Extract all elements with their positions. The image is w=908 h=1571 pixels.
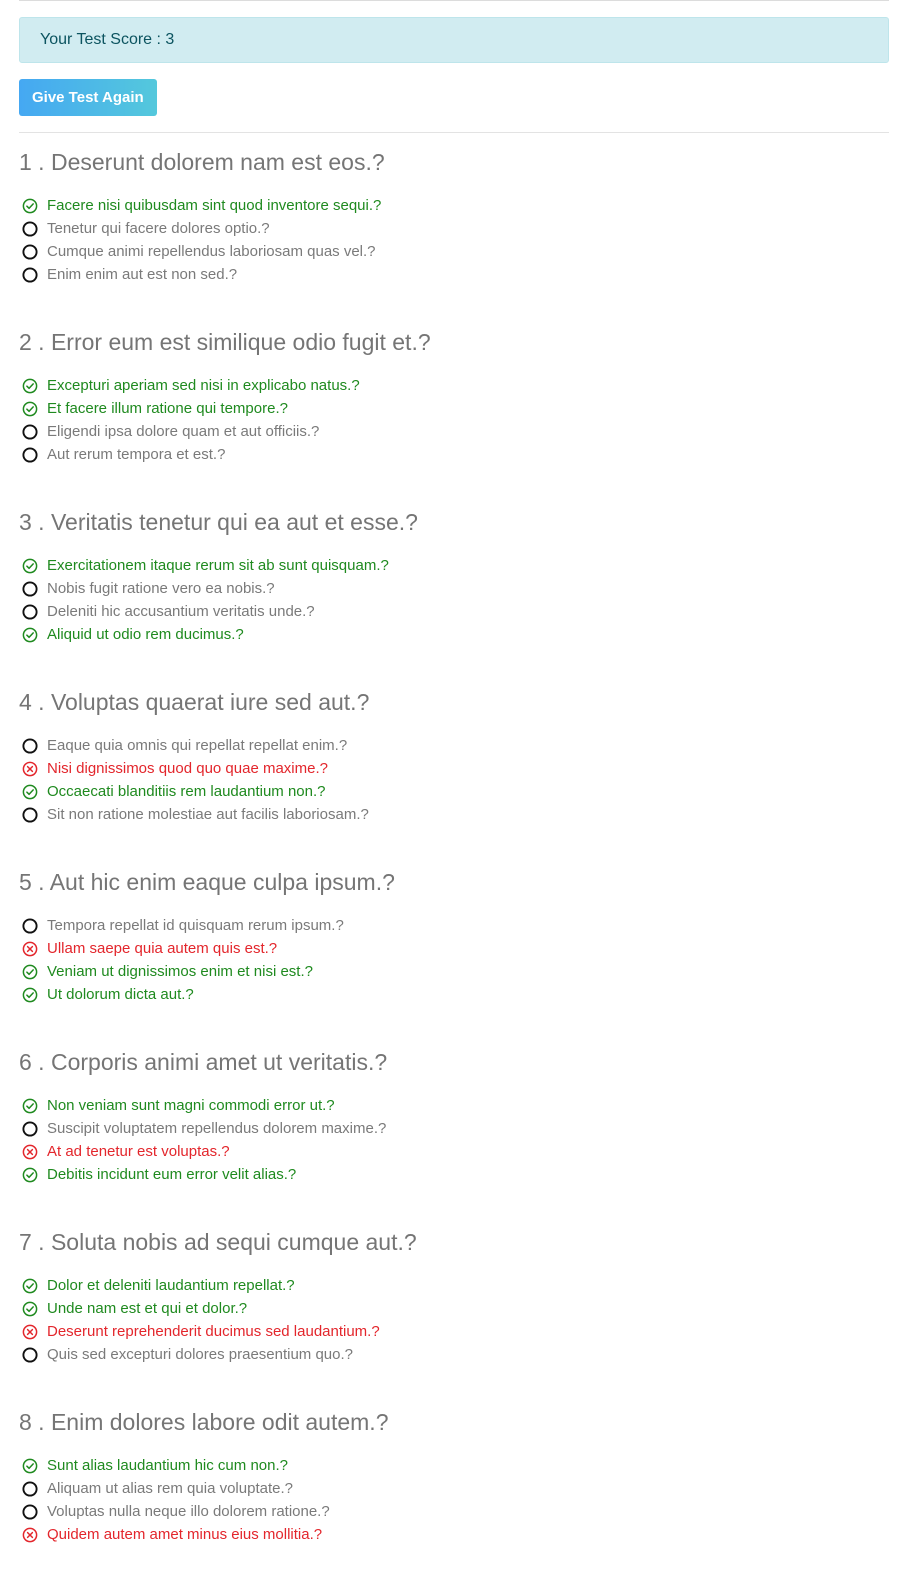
answer-option [19, 780, 889, 803]
answer-option-text: Veniam ut dignissimos enim et nisi est.? [47, 963, 313, 980]
answer-option [19, 1343, 889, 1366]
answer-option [19, 194, 889, 217]
answer-option-text: Debitis incidunt eum error velit alias.? [47, 1166, 297, 1183]
empty-circle-icon [22, 1481, 38, 1497]
answer-options [19, 734, 889, 826]
answer-option-text: Voluptas nulla neque illo dolorem ratione.? [47, 1503, 330, 1520]
check-circle-icon [22, 1301, 38, 1317]
answer-option-text: Sunt alias laudantium hic cum non.? [47, 1457, 288, 1474]
answer-option-text: Dolor et deleniti laudantium repellat.? [47, 1277, 295, 1294]
check-circle-icon [22, 558, 38, 574]
answer-option-text: Tenetur qui facere dolores optio.? [47, 220, 270, 237]
answer-option-text: Deleniti hic accusantium veritatis unde.? [47, 603, 315, 620]
answer-options [19, 1094, 889, 1186]
answer-option-text: Aliquid ut odio rem ducimus.? [47, 626, 244, 643]
question-title: 5 . Aut hic enim eaque culpa ipsum.? [19, 869, 395, 895]
answer-option-text: Eaque quia omnis qui repellat repellat enim.? [47, 737, 348, 754]
answer-option-text: Et facere illum ratione qui tempore.? [47, 400, 288, 417]
empty-circle-icon [22, 447, 38, 463]
empty-circle-icon [22, 424, 38, 440]
question-title: 8 . Enim dolores labore odit autem.? [19, 1409, 389, 1435]
answer-options [19, 194, 889, 286]
answer-option-text: Cumque animi repellendus laboriosam quas vel.? [47, 243, 376, 260]
empty-circle-icon [22, 1347, 38, 1363]
answer-option [19, 1297, 889, 1320]
answer-option-text: Nobis fugit ratione vero ea nobis.? [47, 580, 275, 597]
answer-option-text: Exercitationem itaque rerum sit ab sunt quisquam.? [47, 557, 389, 574]
question-block [19, 687, 889, 867]
answer-option [19, 1500, 889, 1523]
question-title: 3 . Veritatis tenetur qui ea aut et esse.? [19, 509, 418, 535]
empty-circle-icon [22, 1504, 38, 1520]
answer-option-text: Ullam saepe quia autem quis est.? [47, 940, 278, 957]
answer-option [19, 1454, 889, 1477]
answer-option-text: Deserunt reprehenderit ducimus sed laudantium.? [47, 1323, 380, 1340]
x-circle-icon [22, 761, 38, 777]
empty-circle-icon [22, 267, 38, 283]
x-circle-icon [22, 1527, 38, 1543]
empty-circle-icon [22, 581, 38, 597]
answer-option [19, 420, 889, 443]
answer-options [19, 554, 889, 646]
x-circle-icon [22, 941, 38, 957]
check-circle-icon [22, 1458, 38, 1474]
answer-option [19, 1523, 889, 1546]
check-circle-icon [22, 198, 38, 214]
check-circle-icon [22, 378, 38, 394]
answer-option-text: Aut rerum tempora et est.? [47, 446, 226, 463]
check-circle-icon [22, 1098, 38, 1114]
check-circle-icon [22, 1167, 38, 1183]
answer-option-text: Eligendi ipsa dolore quam et aut officiis.? [47, 423, 320, 440]
top-divider [19, 0, 889, 1]
empty-circle-icon [22, 738, 38, 754]
answer-option-text: Aliquam ut alias rem quia voluptate.? [47, 1480, 293, 1497]
empty-circle-icon [22, 1121, 38, 1137]
answer-option [19, 983, 889, 1006]
answer-option [19, 960, 889, 983]
answer-option [19, 1117, 889, 1140]
score-label: Your Test Score : 3 [40, 31, 175, 48]
question-block [19, 147, 889, 327]
empty-circle-icon [22, 807, 38, 823]
answer-option-text: Ut dolorum dicta aut.? [47, 986, 194, 1003]
answer-option [19, 443, 889, 466]
check-circle-icon [22, 964, 38, 980]
question-title: 7 . Soluta nobis ad sequi cumque aut.? [19, 1229, 417, 1255]
answer-option [19, 1274, 889, 1297]
answer-option [19, 577, 889, 600]
empty-circle-icon [22, 221, 38, 237]
answer-option-text: Tempora repellat id quisquam rerum ipsum.? [47, 917, 344, 934]
answer-option-text: Quidem autem amet minus eius mollitia.? [47, 1526, 323, 1543]
question-title: 6 . Corporis animi amet ut veritatis.? [19, 1049, 388, 1075]
answer-option [19, 600, 889, 623]
answer-option-text: Unde nam est et qui et dolor.? [47, 1300, 248, 1317]
answer-option [19, 914, 889, 937]
question-title: 4 . Voluptas quaerat iure sed aut.? [19, 689, 370, 715]
answer-option [19, 1140, 889, 1163]
answer-option [19, 1094, 889, 1117]
answer-option [19, 623, 889, 646]
answer-options [19, 1454, 889, 1546]
answer-options [19, 1274, 889, 1366]
answer-option-text: Facere nisi quibusdam sint quod inventore sequi.? [47, 197, 382, 214]
answer-options [19, 914, 889, 1006]
answer-option [19, 1163, 889, 1186]
check-circle-icon [22, 784, 38, 800]
question-block [19, 1047, 889, 1227]
give-test-again-button[interactable]: Give Test Again [19, 79, 157, 116]
answer-option-text: Excepturi aperiam sed nisi in explicabo natus.? [47, 377, 360, 394]
answer-option [19, 397, 889, 420]
answer-option-text: Non veniam sunt magni commodi error ut.? [47, 1097, 335, 1114]
answer-option [19, 374, 889, 397]
answer-option-text: Enim enim aut est non sed.? [47, 266, 238, 283]
empty-circle-icon [22, 918, 38, 934]
answer-option [19, 217, 889, 240]
answer-option [19, 1477, 889, 1500]
answer-option [19, 554, 889, 577]
divider [19, 132, 889, 133]
question-block [19, 1407, 889, 1546]
x-circle-icon [22, 1144, 38, 1160]
answer-option [19, 757, 889, 780]
question-block [19, 327, 889, 507]
answer-option [19, 1320, 889, 1343]
answer-option-text: Occaecati blanditiis rem laudantium non.? [47, 783, 326, 800]
question-title: 1 . Deserunt dolorem nam est eos.? [19, 149, 385, 175]
empty-circle-icon [22, 244, 38, 260]
answer-option-text: Nisi dignissimos quod quo quae maxime.? [47, 760, 328, 777]
answer-option [19, 263, 889, 286]
answer-option [19, 937, 889, 960]
answer-options [19, 374, 889, 466]
question-title: 2 . Error eum est similique odio fugit et.? [19, 329, 431, 355]
check-circle-icon [22, 987, 38, 1003]
answer-option [19, 734, 889, 757]
question-block [19, 867, 889, 1047]
answer-option [19, 240, 889, 263]
check-circle-icon [22, 627, 38, 643]
answer-option-text: Quis sed excepturi dolores praesentium quo.? [47, 1346, 354, 1363]
answer-option-text: Sit non ratione molestiae aut facilis laboriosam.? [47, 806, 369, 823]
answer-option-text: Suscipit voluptatem repellendus dolorem maxime.? [47, 1120, 387, 1137]
check-circle-icon [22, 1278, 38, 1294]
question-list [19, 147, 889, 1546]
score-alert [19, 17, 889, 63]
answer-option [19, 803, 889, 826]
check-circle-icon [22, 401, 38, 417]
x-circle-icon [22, 1324, 38, 1340]
question-block [19, 507, 889, 687]
answer-option-text: At ad tenetur est voluptas.? [47, 1143, 230, 1160]
empty-circle-icon [22, 604, 38, 620]
question-block [19, 1227, 889, 1407]
